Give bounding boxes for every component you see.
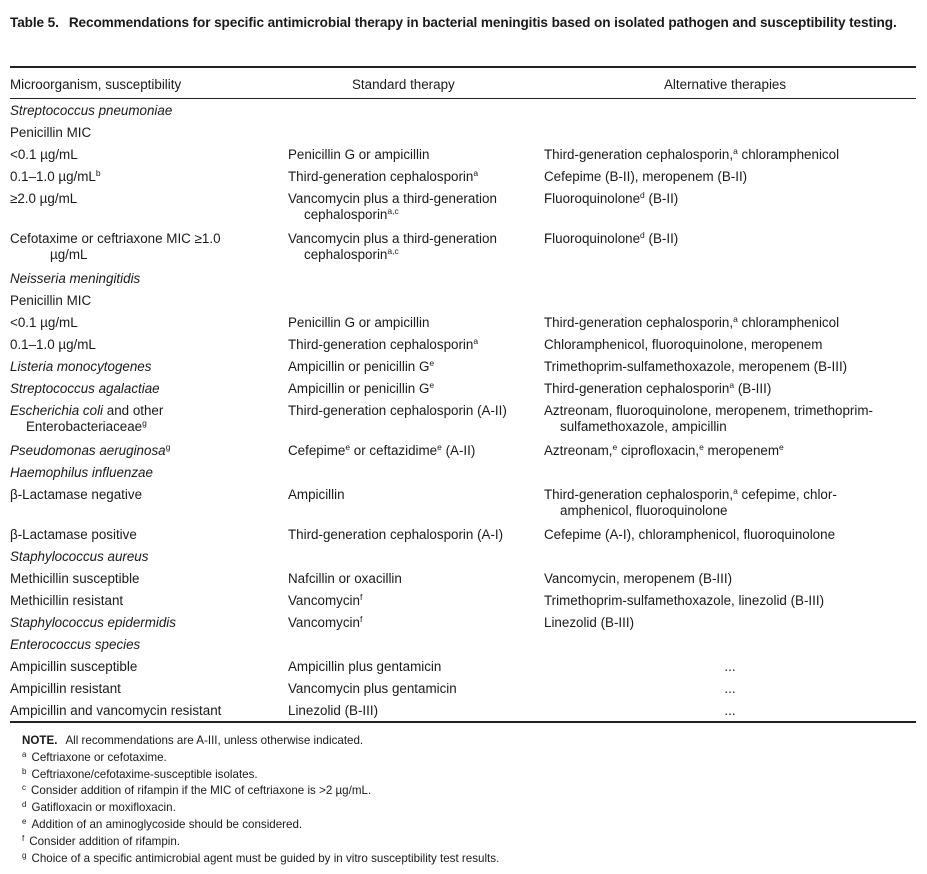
footnote: $^g$ Choice of a specific antimicrobial agent must be guided by in vitro susceptibility test results. — [22, 850, 500, 865]
alternative-therapy: Trimethoprim-sulfamethoxazole, linezolid (B-III) — [544, 593, 825, 608]
table-row — [10, 271, 916, 293]
susceptibility-label: Ampicillin resistant — [10, 681, 121, 696]
organism-label: Staphylococcus aureus — [10, 549, 149, 564]
table-row — [10, 191, 916, 231]
susceptibility-label: Ampicillin susceptible — [10, 659, 138, 674]
note-line — [22, 733, 499, 750]
organism-label: Streptococcus pneumoniae — [10, 103, 173, 118]
alternative-therapy: Cefepime (B-II), meropenem (B-II) — [544, 169, 748, 184]
organism-label: Neisseria meningitidis — [10, 271, 141, 286]
table-row — [10, 659, 916, 681]
susceptibility-label: β-Lactamase positive — [10, 527, 137, 542]
susceptibility-label: Methicillin susceptible — [10, 571, 140, 586]
standard-therapy: Ampicillin plus gentamicin — [288, 659, 442, 674]
susceptibility-label: Cefotaxime or ceftriaxone MIC ≥1.0 µg/mL — [10, 231, 221, 262]
susceptibility-label: 0.1–1.0 $\mu g/mL^b$ — [10, 168, 101, 184]
alternative-therapy: ... — [724, 659, 736, 674]
table-row — [10, 293, 916, 315]
standard-therapy: Vancomycin plus gentamicin — [288, 681, 457, 696]
alternative-therapy: Linezolid (B-III) — [544, 615, 635, 630]
table-row — [10, 637, 916, 659]
susceptibility-label: <0.1 µg/mL — [10, 315, 78, 330]
footnote: $^e$ Addition of an aminoglycoside should be considered. — [22, 816, 303, 831]
bottom-rule — [10, 721, 916, 723]
alternative-therapy: Vancomycin, meropenem (B-III) — [544, 571, 733, 586]
alternative-therapy: Third-generation cephalosporin,$^a$ chloramphenicol — [544, 146, 840, 162]
alternative-therapy: Aztreonam,$^e$ ciprofloxacin,$^e$ meropenem$^e$ — [544, 442, 784, 458]
susceptibility-label: ≥2.0 µg/mL — [10, 191, 78, 206]
therapy-table — [10, 103, 916, 725]
table-row — [10, 615, 916, 637]
standard-therapy: Vancomycin$^f$ — [288, 592, 363, 608]
standard-therapy: Third-generation cephalosporin (A-II) — [288, 403, 507, 418]
alternative-therapy: Third-generation cephalosporin$^a$ (B-III) — [544, 380, 772, 396]
table-row — [10, 549, 916, 571]
alternative-therapy: Cefepime (A-I), chloramphenicol, fluoroquinolone — [544, 527, 836, 542]
note-label: NOTE. — [22, 734, 58, 747]
standard-therapy: Nafcillin or oxacillin — [288, 571, 402, 586]
susceptibility-label: β-Lactamase negative — [10, 487, 143, 502]
table-row — [10, 681, 916, 703]
table-row — [10, 337, 916, 359]
standard-therapy: Ampicillin — [288, 487, 345, 502]
table-row — [10, 103, 916, 125]
standard-therapy: Linezolid (B-III) — [288, 703, 379, 718]
table-row — [10, 169, 916, 191]
alternative-therapy: ... — [724, 681, 736, 696]
footnote: $^c$ Consider addition of rifampin if the MIC of ceftriaxone is >2 µg/mL. — [22, 783, 372, 798]
organism-label: Haemophilus influenzae — [10, 465, 153, 480]
header-alternative-therapies: Alternative therapies — [664, 77, 787, 92]
table-row — [10, 125, 916, 147]
standard-therapy: Ampicillin or penicillin $G^e$ — [288, 358, 435, 374]
table-label: Table 5. — [10, 15, 59, 30]
table-row — [10, 593, 916, 615]
standard-therapy: Cefepime$^e$ or ceftazidime$^e$ (A-II) — [288, 442, 476, 458]
alternative-therapy: Fluoroquinolone$^d$ (B-II) — [544, 190, 679, 206]
susceptibility-label: Penicillin MIC — [10, 125, 92, 140]
table-row — [10, 315, 916, 337]
table-row — [10, 443, 916, 465]
standard-therapy: Vancomycin plus a third-generation cephalosporin$^{a,c}$ — [288, 191, 497, 222]
table-row — [10, 571, 916, 593]
alternative-therapy: Third-generation cephalosporin,$^a$ chloramphenicol — [544, 314, 840, 330]
alternative-therapy: Third-generation cephalosporin,$^a$ cefepime, chlor-amphenicol, fluoroquinolone — [544, 486, 837, 518]
standard-therapy: Ampicillin or penicillin $G^e$ — [288, 380, 435, 396]
table-row — [10, 147, 916, 169]
footnote: $^f$ Consider addition of rifampin. — [22, 833, 181, 848]
susceptibility-label: 0.1–1.0 µg/mL — [10, 337, 96, 352]
organism-label: Streptococcus agalactiae — [10, 381, 160, 396]
table-row — [10, 527, 916, 549]
standard-therapy: Vancomycin plus a third-generation cephalosporin$^{a,c}$ — [288, 231, 497, 262]
standard-therapy: Third-generation cephalosporin$^a$ — [288, 168, 479, 184]
top-rule — [10, 66, 916, 68]
header-microorganism: Microorganism, susceptibility — [10, 77, 182, 92]
footnote: $^d$ Gatifloxacin or moxifloxacin. — [22, 800, 176, 815]
standard-therapy: Penicillin G or ampicillin — [288, 315, 430, 330]
alternative-therapy: Fluoroquinolone$^d$ (B-II) — [544, 230, 679, 246]
standard-therapy: Third-generation cephalosporin$^a$ — [288, 336, 479, 352]
organism-label: Staphylococcus epidermidis — [10, 615, 176, 630]
header-standard-therapy: Standard therapy — [352, 77, 455, 92]
table-caption — [10, 13, 920, 32]
alternative-therapy: Trimethoprim-sulfamethoxazole, meropenem (B-III) — [544, 359, 848, 374]
standard-therapy: Third-generation cephalosporin (A-I) — [288, 527, 504, 542]
organism-label: Enterococcus species — [10, 637, 141, 652]
table-row — [10, 465, 916, 487]
table-row — [10, 231, 916, 271]
organism-label: Listeria monocytogenes — [10, 359, 152, 374]
table-row — [10, 359, 916, 381]
susceptibility-label: Penicillin MIC — [10, 293, 92, 308]
table-row — [10, 403, 916, 443]
organism-label: Escherichia coli and other Enterobacteriaceae$^g$ — [10, 403, 164, 434]
susceptibility-label: <0.1 µg/mL — [10, 147, 78, 162]
alternative-therapy: ... — [724, 703, 736, 718]
susceptibility-label: Ampicillin and vancomycin resistant — [10, 703, 222, 718]
footnote: $^b$ Ceftriaxone/cefotaxime-susceptible isolates. — [22, 766, 258, 781]
standard-therapy: Vancomycin$^f$ — [288, 614, 363, 630]
footnote: $^a$ Ceftriaxone or cefotaxime. — [22, 749, 167, 764]
header-rule — [10, 98, 916, 99]
table-notes — [22, 733, 499, 867]
organism-label: Pseudomonas aeruginosa$^g$ — [10, 442, 171, 458]
alternative-therapy: Chloramphenicol, fluoroquinolone, meropenem — [544, 337, 823, 352]
table-row — [10, 381, 916, 403]
susceptibility-label: Methicillin resistant — [10, 593, 124, 608]
standard-therapy: Penicillin G or ampicillin — [288, 147, 430, 162]
table-row — [10, 487, 916, 527]
note-text: All recommendations are A-III, unless otherwise indicated. — [65, 734, 364, 747]
table-title: Recommendations for specific antimicrobial therapy in bacterial meningitis based on isolated pathogen and susceptibility testing. — [68, 15, 897, 30]
alternative-therapy: Aztreonam, fluoroquinolone, meropenem, trimethoprim-sulfamethoxazole, ampicillin — [544, 403, 873, 434]
